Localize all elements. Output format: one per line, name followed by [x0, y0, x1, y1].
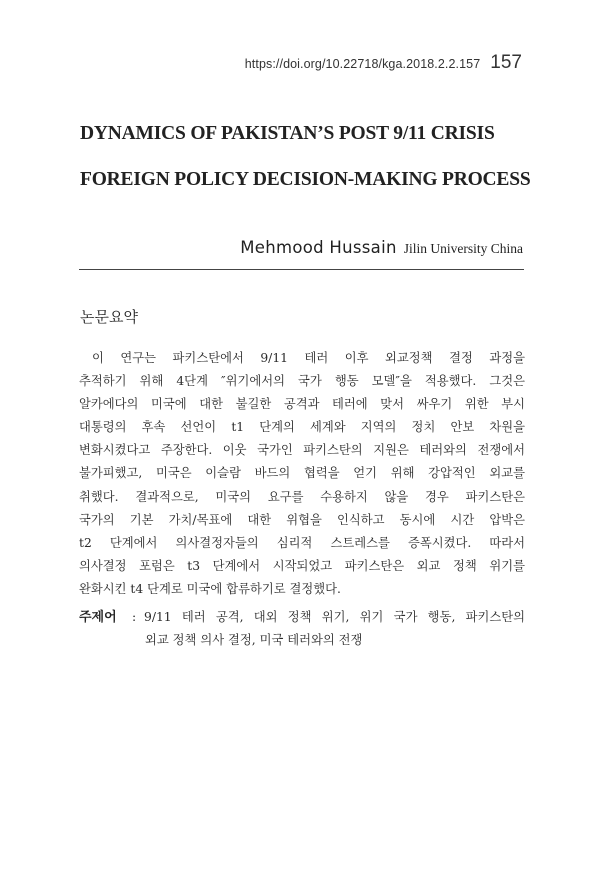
abstract-heading: 논문요약 [80, 308, 138, 326]
author-affiliation: Jilin University China [403, 241, 523, 256]
running-header [245, 52, 522, 74]
keywords-block [79, 606, 525, 652]
keywords-text: 9/11 테러 공격, 대외 정책 위기, 위기 국가 행동, 파키스탄의 [144, 610, 525, 624]
title-divider [79, 269, 524, 270]
keywords-row [79, 606, 525, 629]
abstract-line: 대통령의 후속 선언이 t1 단계의 세계와 지역의 정치 안보 차원을 [79, 420, 525, 435]
abstract-line: t2 단계에서 의사결정자들의 심리적 스트레스를 증폭시켰다. 따라서 [79, 535, 525, 550]
abstract-line: 알카에다의 미국에 대한 불길한 공격과 테러에 맞서 싸우기 위한 부시 [79, 397, 525, 412]
title-line-2: FOREIGN POLICY DECISION-MAKING PROCESS [80, 169, 531, 190]
author-line [240, 238, 523, 257]
keywords-label: 주제어 [79, 610, 117, 625]
abstract-line: 완화시킨 t4 단계로 미국에 합류하기로 결정했다. [79, 581, 341, 596]
keywords-text: 외교 정책 의사 결정, 미국 테러와의 전쟁 [145, 633, 363, 647]
abstract-body [79, 347, 525, 601]
author-name: Mehmood Hussain [240, 238, 397, 257]
abstract-line: 변화시켰다고 주장한다. 이웃 국가인 파키스탄의 지원은 테러와의 전쟁에서 [79, 443, 525, 458]
page-number: 157 [490, 52, 522, 73]
abstract-line: 불가피했고, 미국은 이슬람 바드의 협력을 얻기 위해 강압적인 외교를 [79, 466, 525, 481]
abstract-line: 의사결정 포럼은 t3 단계에서 시작되었고 파키스탄은 외교 정책 위기를 [79, 558, 525, 573]
keywords-separator: : [132, 610, 137, 624]
abstract-line: 추적하기 위해 4단계 ″위기에서의 국가 행동 모델″을 적용했다. 그것은 [79, 374, 525, 389]
abstract-line: 취했다. 결과적으로, 미국의 요구를 수용하지 않을 경우 파키스탄은 [79, 489, 525, 504]
paper-title [80, 122, 540, 192]
doi-link[interactable]: https://doi.org/10.22718/kga.2018.2.2.157 [244, 57, 481, 71]
keywords-row [79, 629, 525, 652]
abstract-line: 이 연구는 파키스탄에서 9/11 테러 이후 외교정책 결정 과정을 [92, 351, 525, 365]
abstract-line: 국가의 기본 가치/목표에 대한 위협을 인식하고 동시에 시간 압박은 [79, 512, 525, 527]
title-line-1: DYNAMICS OF PAKISTAN’S POST 9/11 CRISIS [80, 123, 495, 144]
